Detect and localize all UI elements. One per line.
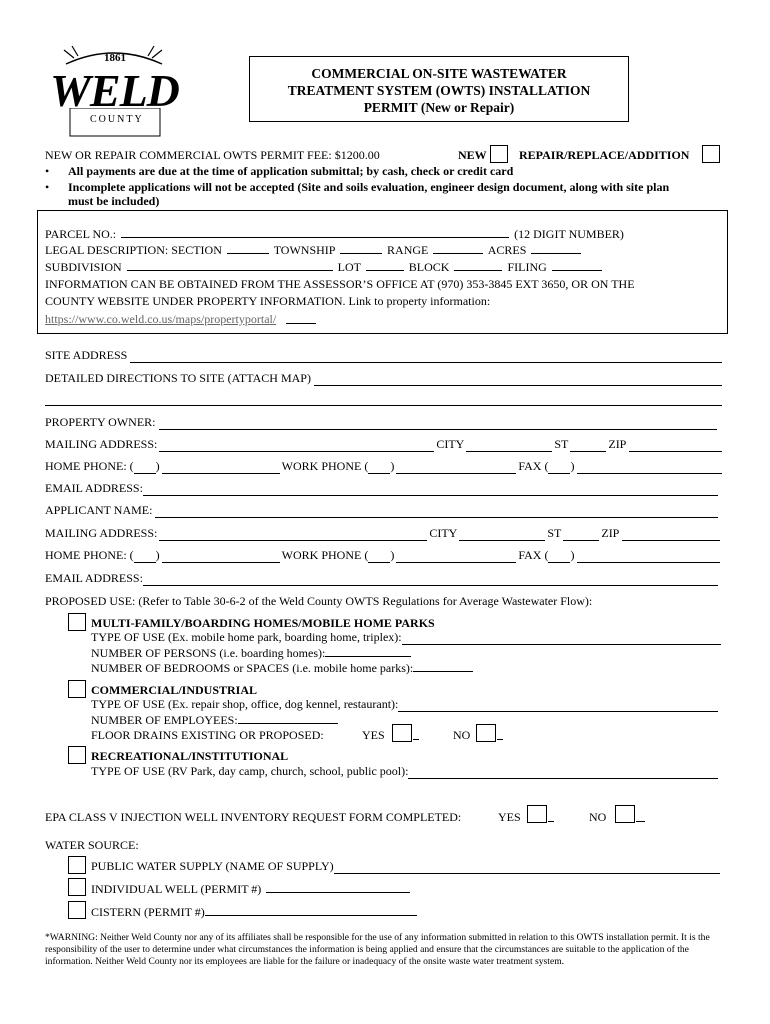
rec-type-row — [91, 764, 721, 779]
property-portal-link[interactable]: https://www.co.weld.co.us/maps/propertyportal/ — [45, 312, 277, 326]
employees-row — [91, 712, 338, 728]
site-address-field[interactable] — [130, 351, 722, 363]
site-address-label: SITE ADDRESS — [45, 348, 128, 362]
employees-field[interactable] — [238, 712, 338, 724]
persons-row — [91, 645, 411, 661]
fax-label: FAX ( — [518, 548, 549, 562]
individual-well-checkbox[interactable] — [68, 878, 86, 896]
cistern-row — [91, 904, 417, 920]
subdivision-field[interactable] — [127, 259, 333, 271]
township-label: TOWNSHIP — [273, 243, 336, 257]
work-area-field[interactable] — [368, 462, 390, 474]
multi-family-label: MULTI-FAMILY/BOARDING HOMES/MOBILE HOME PARKS — [91, 616, 435, 630]
rec-type-field[interactable] — [408, 767, 718, 779]
repair-checkbox[interactable] — [702, 145, 720, 163]
filing-field[interactable] — [552, 259, 602, 271]
city-label: CITY — [436, 437, 465, 451]
site-address-row — [45, 348, 725, 363]
applicant-email-row — [45, 571, 721, 586]
info-line-2: COUNTY WEBSITE UNDER PROPERTY INFORMATION. Link to property information: — [45, 294, 491, 308]
title-line-3: PERMIT (New or Repair) — [363, 100, 515, 115]
applicant-phone-row: HOME PHONE: ( ) WORK PHONE ( ) FAX ( ) — [45, 548, 723, 563]
logo-county: COUNTY — [90, 114, 144, 125]
public-water-row — [91, 859, 723, 874]
range-label: RANGE — [387, 243, 429, 257]
epa-yes-checkbox[interactable] — [527, 805, 547, 823]
logo-year: 1861 — [104, 52, 126, 64]
work-phone-field[interactable] — [396, 462, 516, 474]
public-water-field[interactable] — [334, 862, 720, 874]
owner-field[interactable] — [159, 418, 717, 430]
legal-row — [45, 242, 583, 258]
cistern-checkbox[interactable] — [68, 901, 86, 919]
repair-label: REPAIR/REPLACE/ADDITION — [519, 148, 690, 162]
bullet-icon: • — [45, 164, 50, 178]
directions-field[interactable] — [314, 374, 722, 386]
recreational-label: RECREATIONAL/INSTITUTIONAL — [91, 749, 289, 763]
owner-row — [45, 415, 720, 430]
work-area-field[interactable] — [368, 551, 390, 563]
email-label: EMAIL ADDRESS: — [45, 571, 143, 585]
public-water-label: PUBLIC WATER SUPPLY (NAME OF SUPPLY) — [91, 859, 334, 873]
recreational-checkbox[interactable] — [68, 746, 86, 764]
weld-county-logo — [44, 44, 184, 144]
directions-field-2[interactable] — [45, 394, 722, 406]
acres-field[interactable] — [531, 242, 581, 254]
bullet-incomplete: Incomplete applications will not be accepted (Site and soils evaluation, engineer design document, along with site plan — [68, 180, 670, 194]
multi-type-row — [91, 630, 724, 645]
epa-label: EPA CLASS V INJECTION WELL INVENTORY REQUEST FORM COMPLETED: — [45, 810, 462, 824]
mailing-label: MAILING ADDRESS: — [45, 437, 158, 451]
township-field[interactable] — [340, 242, 382, 254]
zip-label: ZIP — [601, 526, 620, 540]
drains-no-checkbox[interactable] — [476, 724, 496, 742]
block-field[interactable] — [454, 259, 502, 271]
drains-yes-checkbox[interactable] — [392, 724, 412, 742]
acres-label: ACRES — [487, 243, 527, 257]
bullet-payment: All payments are due at the time of application submittal; by cash, check or credit card — [68, 164, 514, 178]
mailing-field[interactable] — [159, 440, 434, 452]
city-label: CITY — [429, 526, 458, 540]
cistern-field[interactable] — [205, 904, 417, 916]
new-checkbox[interactable] — [490, 145, 508, 163]
block-label: BLOCK — [408, 260, 450, 274]
home-area-field[interactable] — [134, 462, 156, 474]
fax-area-field[interactable] — [548, 551, 570, 563]
link-underline — [286, 312, 316, 324]
st-label: ST — [554, 437, 569, 451]
fax-field[interactable] — [577, 551, 720, 563]
work-phone-field[interactable] — [396, 551, 516, 563]
comm-type-label: TYPE OF USE (Ex. repair shop, office, dog kennel, restaurant): — [91, 697, 399, 711]
filing-label: FILING — [507, 260, 547, 274]
home-phone-label: HOME PHONE: ( — [45, 459, 134, 473]
persons-label: NUMBER OF PERSONS (i.e. boarding homes): — [91, 646, 326, 660]
parcel-no-field[interactable] — [121, 226, 509, 238]
title-line-1: COMMERCIAL ON-SITE WASTEWATER — [311, 66, 567, 81]
applicant-mailing-row — [45, 526, 723, 541]
lot-label: LOT — [337, 260, 361, 274]
email-field[interactable] — [143, 574, 718, 586]
section-field[interactable] — [227, 242, 269, 254]
home-phone-field[interactable] — [162, 551, 280, 563]
legal-label: LEGAL DESCRIPTION: SECTION — [45, 243, 222, 257]
title-line-2: TREATMENT SYSTEM (OWTS) INSTALLATION — [287, 83, 591, 98]
drains-no-label: NO — [453, 728, 471, 742]
cistern-label: CISTERN (PERMIT #) — [91, 905, 205, 919]
epa-yes-underline — [548, 810, 554, 822]
logo-name: WELD — [50, 65, 179, 116]
individual-well-field[interactable] — [266, 881, 410, 893]
home-phone-field[interactable] — [162, 462, 280, 474]
work-phone-label: WORK PHONE ( — [281, 459, 369, 473]
parcel-no-row — [45, 226, 624, 242]
zip-field[interactable] — [622, 529, 720, 541]
info-line-1: INFORMATION CAN BE OBTAINED FROM THE ASSESSOR’S OFFICE AT (970) 353-3845 EXT 3650, OR ON THE — [45, 277, 635, 291]
subdivision-label: SUBDIVISION — [45, 260, 122, 274]
form-title — [249, 56, 629, 122]
st-label: ST — [547, 526, 562, 540]
fax-label: FAX ( — [518, 459, 549, 473]
city-field[interactable] — [459, 529, 545, 541]
st-field[interactable] — [570, 440, 606, 452]
bedrooms-label: NUMBER OF BEDROOMS or SPACES (i.e. mobile home parks): — [91, 661, 414, 675]
comm-type-field[interactable] — [398, 700, 718, 712]
drains-yes-label: YES — [362, 728, 385, 742]
multi-family-checkbox[interactable] — [68, 613, 86, 631]
rec-type-label: TYPE OF USE (RV Park, day camp, church, school, public pool): — [91, 764, 409, 778]
zip-label: ZIP — [608, 437, 627, 451]
bullet-incomplete-cont: must be included) — [68, 194, 160, 208]
zip-field[interactable] — [629, 440, 722, 452]
applicant-label: APPLICANT NAME: — [45, 503, 153, 517]
directions-label: DETAILED DIRECTIONS TO SITE (ATTACH MAP) — [45, 371, 311, 385]
individual-well-label: INDIVIDUAL WELL (PERMIT #) — [91, 882, 262, 896]
owner-label: PROPERTY OWNER: — [45, 415, 156, 429]
directions-row — [45, 371, 725, 386]
bullet-icon: • — [45, 180, 50, 194]
bedrooms-field[interactable] — [413, 660, 473, 672]
proposed-use-label: PROPOSED USE: (Refer to Table 30-6-2 of the Weld County OWTS Regulations for Average Wastewater Flow): — [45, 594, 593, 608]
range-field[interactable] — [433, 242, 483, 254]
home-area-field[interactable] — [134, 551, 156, 563]
multi-type-field[interactable] — [402, 633, 721, 645]
parcel-no-label: PARCEL NO.: — [45, 227, 117, 241]
directions-row-2 — [45, 394, 725, 406]
epa-no-checkbox[interactable] — [615, 805, 635, 823]
owner-mailing-row — [45, 437, 725, 452]
employees-label: NUMBER OF EMPLOYEES: — [91, 713, 238, 727]
applicant-row — [45, 503, 721, 518]
st-field[interactable] — [563, 529, 599, 541]
email-field[interactable] — [143, 484, 718, 496]
applicant-field[interactable] — [155, 506, 718, 518]
drains-no-underline — [497, 728, 503, 740]
bedrooms-row — [91, 660, 473, 676]
epa-yes-label: YES — [498, 810, 521, 824]
floor-drains-label: FLOOR DRAINS EXISTING OR PROPOSED: — [91, 728, 324, 742]
comm-type-row — [91, 697, 721, 712]
commercial-label: COMMERCIAL/INDUSTRIAL — [91, 683, 258, 697]
multi-type-label: TYPE OF USE (Ex. mobile home park, boarding home, triplex): — [91, 630, 402, 644]
home-phone-label: HOME PHONE: ( — [45, 548, 134, 562]
new-label: NEW — [458, 148, 487, 162]
subdivision-row — [45, 259, 604, 275]
water-source-label: WATER SOURCE: — [45, 838, 139, 852]
fax-area-field[interactable] — [548, 462, 570, 474]
city-field[interactable] — [466, 440, 552, 452]
lot-field[interactable] — [366, 259, 404, 271]
mailing-field[interactable] — [159, 529, 427, 541]
liability-warning: *WARNING: Neither Weld County nor any of its affiliates shall be responsible for the use of any information submitted in relation to this OWTS installation permit. It is the responsibility of the user to determine under what circumstances the information is being applied and ensure that the circumstances are suitable to the application of the information. Neither Weld County nor its employees are liable for the failure or inadequacy of the onsite waste water treatment system. — [45, 932, 710, 967]
persons-field[interactable] — [325, 645, 411, 657]
public-water-checkbox[interactable] — [68, 856, 86, 874]
commercial-checkbox[interactable] — [68, 680, 86, 698]
digit-label: (12 DIGIT NUMBER) — [514, 227, 624, 241]
owner-phone-row: HOME PHONE: ( ) WORK PHONE ( ) FAX ( ) — [45, 459, 725, 474]
owner-email-row — [45, 481, 721, 496]
mailing-label: MAILING ADDRESS: — [45, 526, 158, 540]
epa-no-label: NO — [589, 810, 607, 824]
drains-yes-underline — [413, 728, 419, 740]
individual-well-row — [91, 881, 412, 897]
email-label: EMAIL ADDRESS: — [45, 481, 143, 495]
fax-field[interactable] — [577, 462, 722, 474]
epa-no-underline — [636, 810, 645, 822]
work-phone-label: WORK PHONE ( — [281, 548, 369, 562]
fee-label: NEW OR REPAIR COMMERCIAL OWTS PERMIT FEE: $1200.00 — [45, 148, 380, 162]
